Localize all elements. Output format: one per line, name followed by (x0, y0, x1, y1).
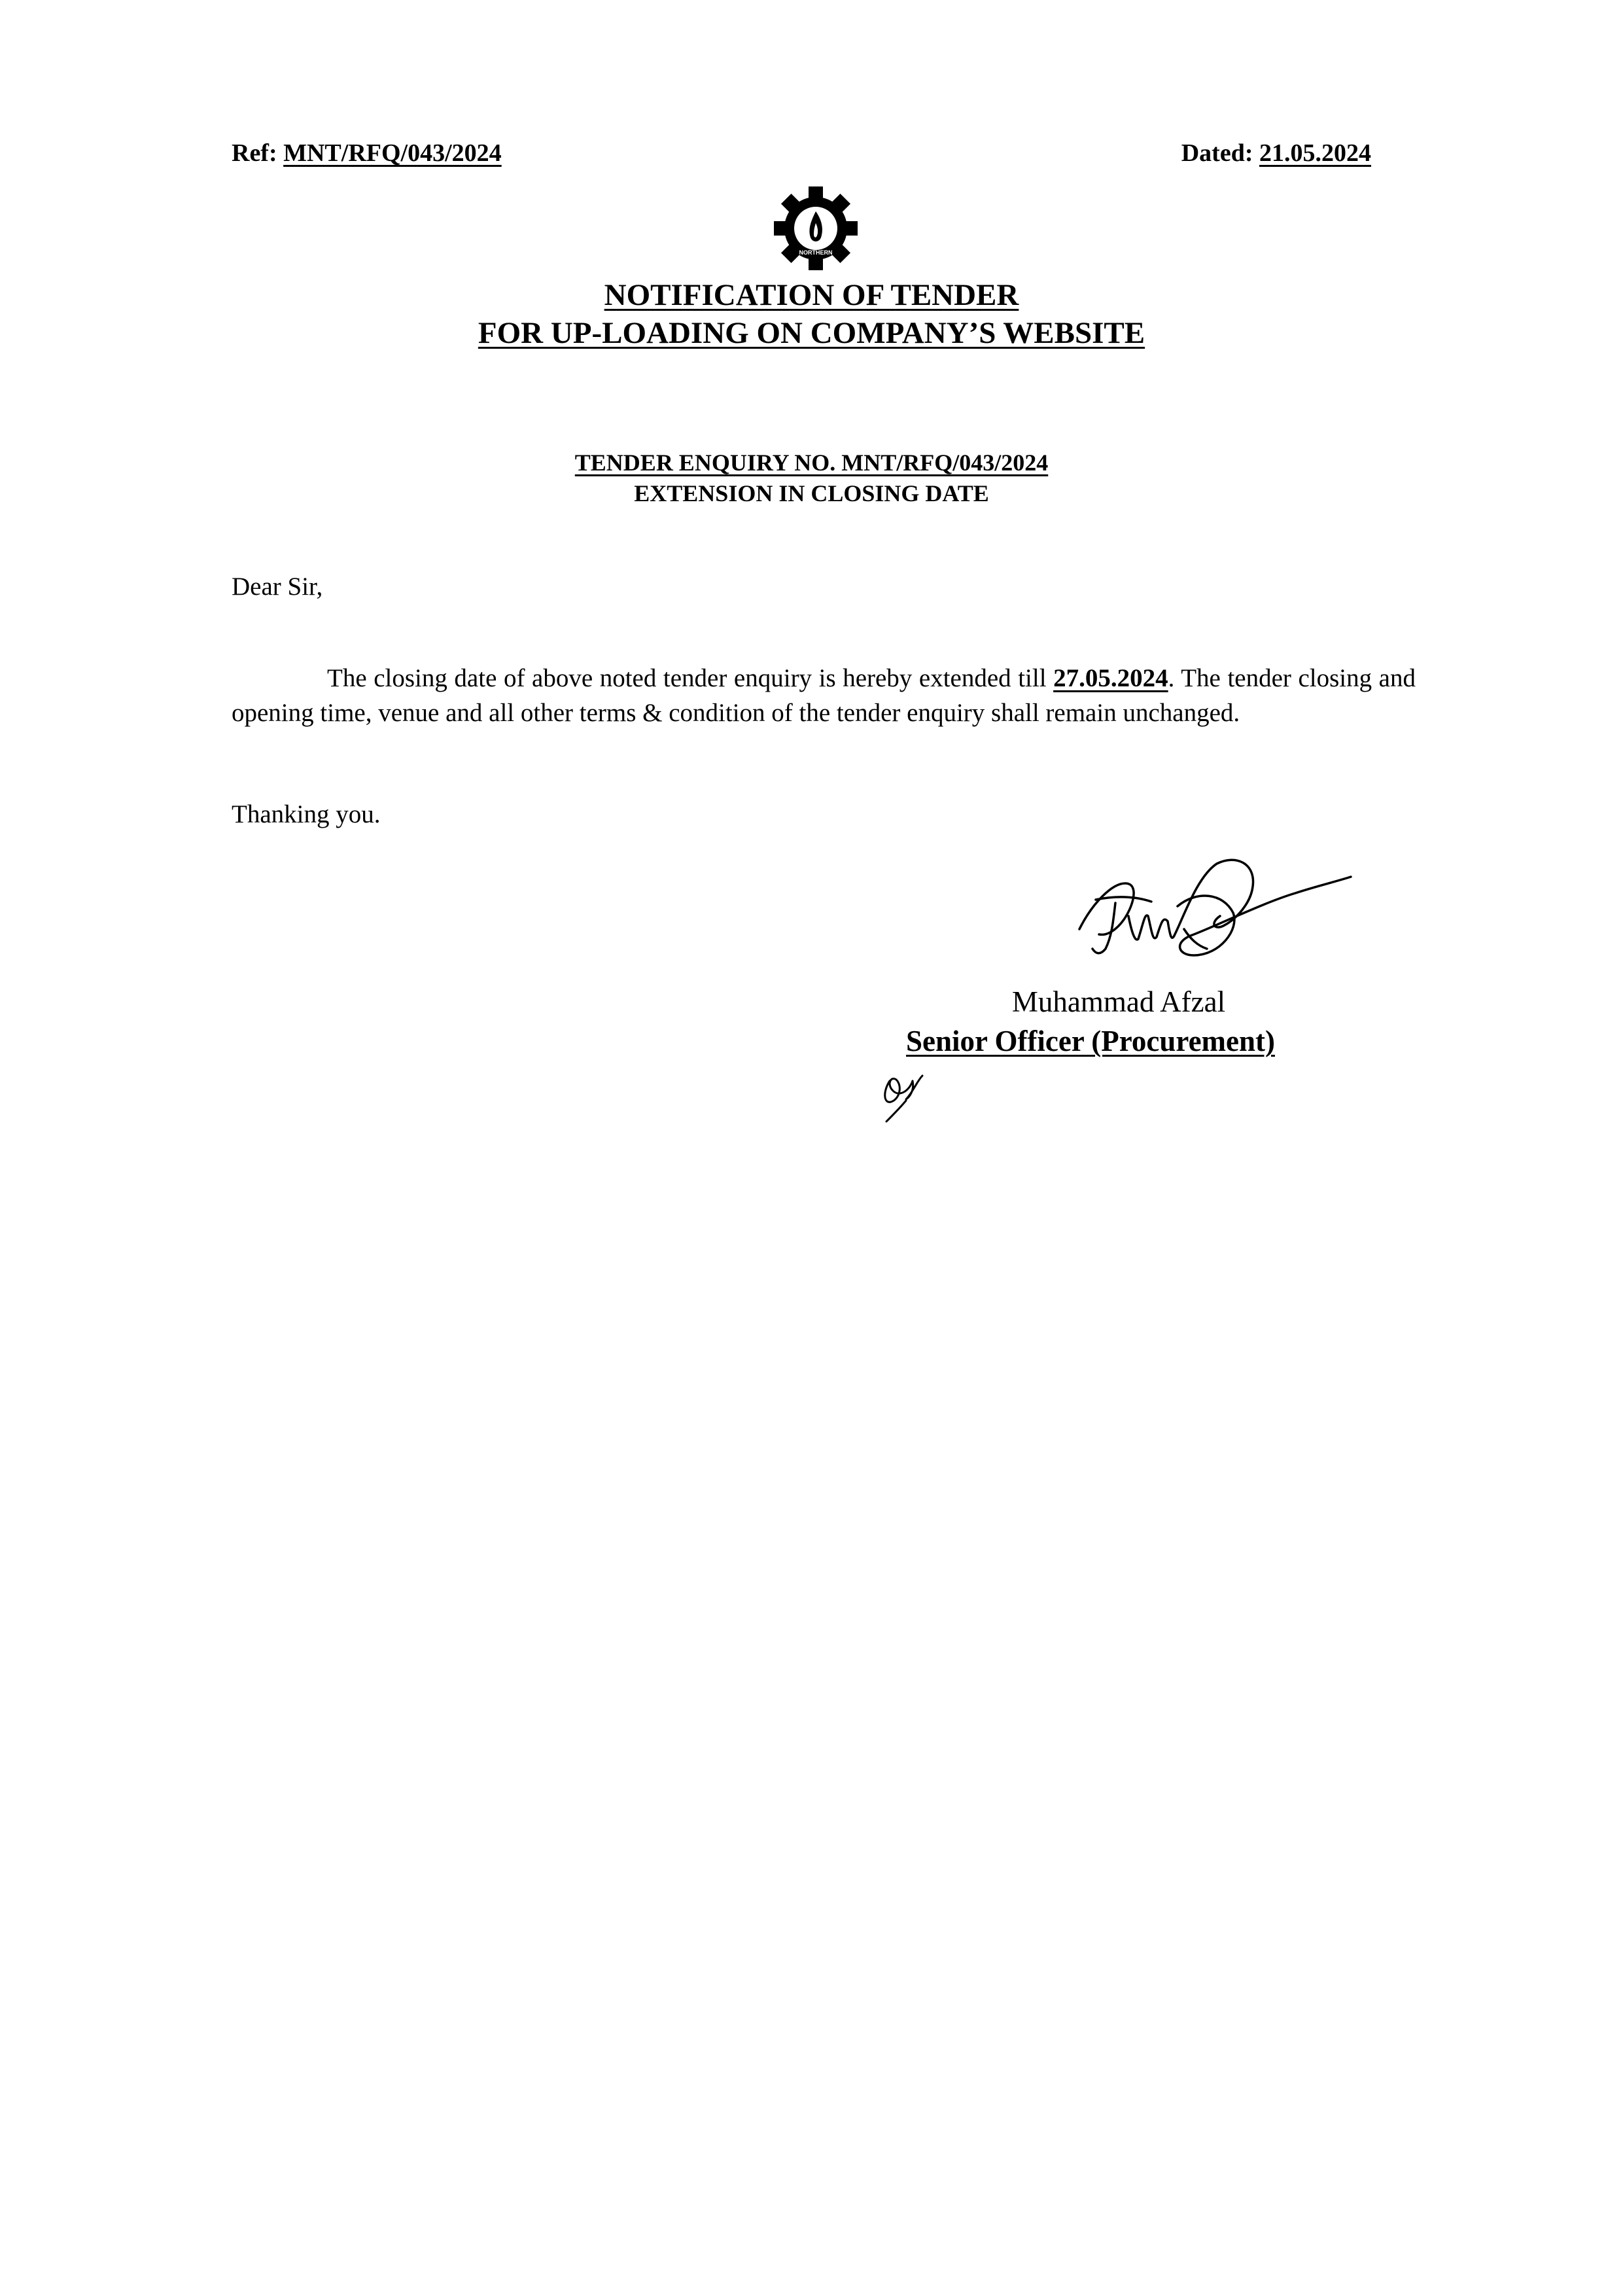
heading-line-1: NOTIFICATION OF TENDER (604, 278, 1019, 312)
signature-icon (1066, 851, 1354, 985)
ref-label: Ref: (232, 139, 277, 167)
heading-line-2: FOR UP-LOADING ON COMPANY’S WEBSITE (478, 316, 1145, 350)
gear-flame-logo-icon (774, 185, 858, 270)
signatory-designation: Senior Officer (Procurement) (906, 1025, 1275, 1057)
body-text-before: The closing date of above noted tender enquiry is hereby extended till (327, 664, 1054, 692)
notification-heading (0, 276, 1623, 352)
date-line (1181, 139, 1371, 168)
dated-value: 21.05.2024 (1259, 139, 1371, 167)
subject-block (0, 448, 1623, 509)
tender-enquiry-number: TENDER ENQUIRY NO. MNT/RFQ/043/2024 (574, 450, 1049, 476)
salutation: Dear Sir, (232, 573, 323, 601)
body-paragraph (232, 661, 1416, 730)
subject-title: EXTENSION IN CLOSING DATE (634, 480, 989, 506)
ref-number: MNT/RFQ/043/2024 (283, 139, 502, 167)
logo-text: NORTHERN (799, 249, 833, 256)
initials-icon (877, 1061, 929, 1123)
closing-line: Thanking you. (232, 800, 381, 828)
body-text-after: . The tender closing and opening time, venue and all other terms & condition of the tender enquiry shall remain unchanged. (232, 664, 1416, 727)
dated-label: Dated: (1181, 139, 1253, 167)
reference-line (232, 139, 502, 168)
extended-date: 27.05.2024 (1053, 664, 1168, 692)
signatory-name: Muhammad Afzal (1011, 985, 1226, 1018)
